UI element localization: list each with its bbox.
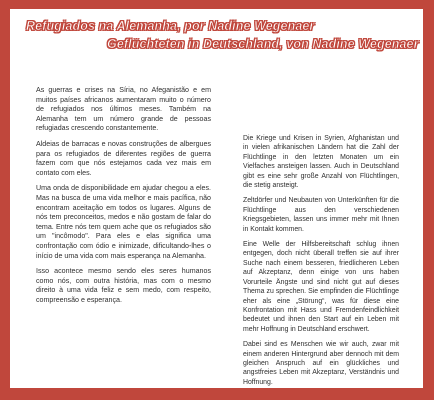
portuguese-paragraph-1: As guerras e crises na Síria, no Afeganistão e em muitos países africanos aumentaram muito o número de refugiados nos últimos meses. Também na Alemanha tem um número grande de pessoas refugiadas crescendo constantemente.	[36, 86, 211, 133]
portuguese-paragraph-2: Aldeias de barracas e novas construções de albergues para os refugiados de diferentes regiões de guerra fazem com que nós estejamos cada vez mais em contato com eles.	[36, 139, 211, 177]
title-portuguese: Refugiados na Alemanha, por Nadine Wegenaer	[26, 19, 315, 33]
german-paragraph-1: Die Kriege und Krisen in Syrien, Afghanistan und in vielen afrikanischen Ländern hat die Zahl der Flüchtlinge in den letzten Monaten um ein Vielfaches ansteigen lassen. Auch in Deutschland gibt es eine sehr große Anzahl von Flüchtlingen, die stetig ansteigt.	[243, 135, 399, 190]
german-paragraph-4: Dabei sind es Menschen wie wir auch, zwar mit einem anderen Hintergrund aber dennoch mit dem gleichen Anspruch auf ein glückliches und angstfreies Leben mit Akzeptanz, Verständnis und Hoffnung.	[243, 341, 399, 386]
portuguese-paragraph-4: Isso acontece mesmo sendo eles seres humanos como nós, com outra história, mas com o mesmo direito à uma vida feliz e sem medo, com respeito, compreensão e esperança.	[36, 267, 211, 304]
title-german: Geflüchteten in Deutschland, von Nadine Wegenaer	[107, 37, 419, 51]
german-paragraph-2: Zeltdörfer und Neubauten von Unterkünften für die Flüchtlinge aus den verschiedenen Kriegsgebieten, lassen uns immer mehr mit Ihnen in Kontakt kommen.	[243, 197, 399, 233]
german-column	[243, 134, 399, 393]
portuguese-column	[36, 86, 211, 311]
german-paragraph-3: Eine Welle der Hilfsbereitschaft schlug ihnen entgegen, doch nicht überall treffen sie auf ihrer Suche nach einem besseren, friedlicheren Leben auf Akzeptanz, denn einige von uns haben Vorurteile Ängste und sind nicht gut auf dieses Thema zu sprechen. Sie empfinden die Flüchtlinge eher als eine „Störung“, was für diese eine Konfrontation mit Hass und Fremdenfeindlichkeit bedeutet und ihnen den Start auf ein Leben mit mehr Hoffnung in Deutschland erschwert.	[243, 241, 399, 333]
portuguese-paragraph-3: Uma onda de disponibilidade em ajudar chegou a eles. Mas na busca de uma vida melhor e mais pacífica, não encontram aceitação em todos os lugares. Alguns de nós tem preconceitos, medos e não gostam de falar do tema. Entre nós tem quem ache que os refugiados são um "incômodo". Para eles e elas significa uma confrontação com ódio e inimizade, dificultando-lhes o início de uma vida com mais esperança na Alemanha.	[36, 184, 211, 260]
